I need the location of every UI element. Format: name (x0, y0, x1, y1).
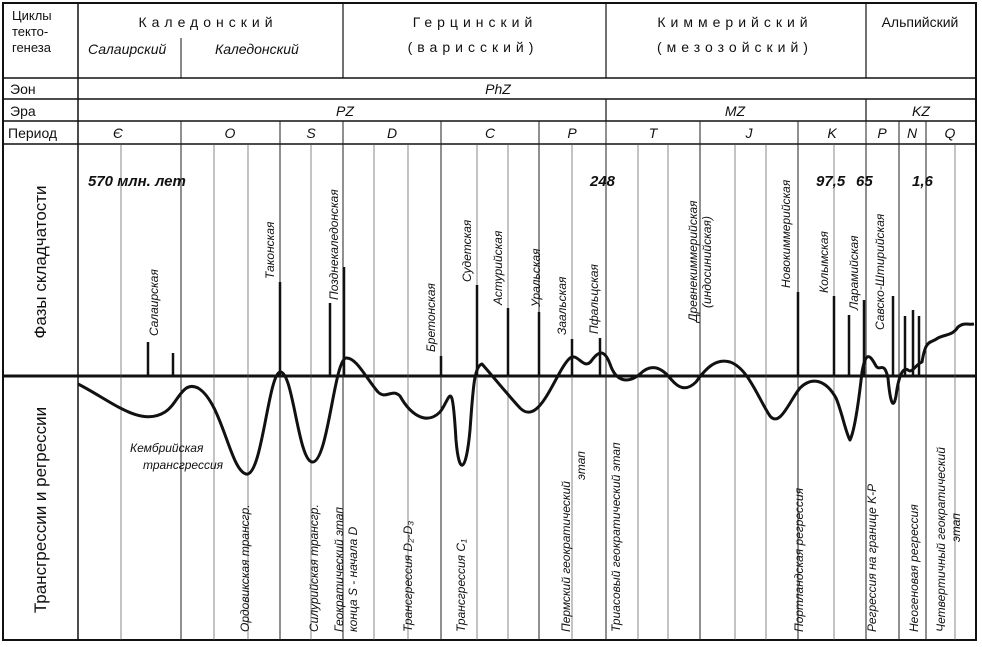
folding-section-label: Фазы складчатости (31, 185, 50, 339)
phase-laramide: Ларамийская (847, 235, 861, 310)
age-248: 248 (590, 173, 616, 190)
age-1-6: 1,6 (912, 173, 933, 190)
era-kz: KZ (912, 103, 930, 119)
phase-taconic: Таконская (263, 221, 277, 279)
cycles-label-3: генеза (12, 40, 51, 55)
period-quaternary: Q (944, 125, 956, 141)
cycle-alpine: Альпийский (881, 14, 959, 30)
cycle-cimmerian: Киммерийский (657, 14, 813, 30)
event-carboniferous-trans: Трансгрессия C₁ (454, 539, 468, 632)
event-geocratic-sd-2: конца S - начала D (346, 526, 360, 632)
cycle-hercynian-sub: (варисский) (407, 39, 539, 55)
cycle-cimmerian-sub: (мезозойский) (657, 39, 813, 55)
phase-indosinian: (индосинийская) (700, 216, 714, 308)
period-silurian: S (306, 125, 316, 141)
era-mz: MZ (724, 103, 746, 119)
period-cambrian: Є (113, 125, 123, 141)
event-geocratic-sd-1: Геократический этап (332, 506, 346, 632)
phase-salair: Салаирская (147, 269, 161, 336)
phase-uralian: Уральская (529, 248, 543, 307)
event-kp-regression: Регрессия на границе K-P (865, 483, 879, 632)
eon-phz: PhZ (485, 81, 511, 97)
phase-sava-styrian: Савско-Штирийская (873, 213, 887, 330)
phase-kolyma: Колымская (817, 231, 831, 293)
cycle-hercynian: Герцинский (412, 14, 538, 30)
event-quaternary-1: Четвертичный геократический (934, 447, 948, 632)
era-label: Эра (10, 103, 36, 119)
cycle-caledonian: Каледонский (138, 14, 278, 30)
event-permian-2: этап (574, 451, 588, 480)
event-portlandian: Портландская регрессия (792, 487, 806, 632)
period-cretaceous: K (827, 125, 837, 141)
phase-pfalzian: Пфальцская (587, 264, 601, 334)
transgression-curve (78, 324, 974, 474)
era-pz: PZ (336, 103, 354, 119)
phase-bretonian: Бретонская (424, 283, 438, 352)
cycles-label-1: Циклы (12, 8, 52, 23)
phase-old-cimmerian: Древнекиммерийская (686, 200, 700, 322)
phase-saalian: Заальская (555, 276, 569, 335)
period-triassic: T (648, 125, 658, 141)
age-97-5: 97,5 (816, 173, 846, 190)
subcycle-salair: Салаирский (88, 41, 167, 57)
event-quaternary-2: этап (949, 513, 963, 542)
phase-new-cimmerian: Новокиммерийская (779, 179, 793, 288)
period-paleogene: P (877, 125, 887, 141)
period-carboniferous: C (484, 125, 496, 141)
eon-label: Эон (10, 81, 36, 97)
age-65: 65 (856, 173, 873, 190)
subcycle-caledonian: Каледонский (215, 41, 299, 57)
period-ordovician: O (224, 125, 236, 141)
event-permian-1: Пермский геократический (559, 481, 573, 632)
phase-late-caledonian: Позднекаледонская (327, 189, 341, 300)
event-devonian-trans: Трансгрессия D₂-D₃ (401, 520, 415, 632)
cycles-label-2: текто- (12, 24, 49, 39)
period-label: Период (8, 125, 58, 141)
transgression-section-label: Трансгрессии и регрессии (31, 406, 50, 614)
event-neogene: Неогеновая регрессия (907, 504, 921, 632)
period-devonian: D (386, 125, 398, 141)
event-cambrian-1: Кембрийская (130, 441, 204, 455)
event-ordovician: Ордовикская трансгр. (238, 504, 252, 632)
phase-asturian: Астурийская (491, 230, 505, 305)
phase-sudetic: Судетская (460, 219, 474, 282)
event-silurian: Силурийская трансгр. (307, 504, 321, 632)
period-permian: P (567, 125, 577, 141)
period-jurassic: J (745, 125, 753, 141)
period-neogene: N (906, 125, 918, 141)
event-triassic: Триасовый геократический этап (609, 442, 623, 632)
event-cambrian-2: трансгрессия (143, 458, 224, 472)
age-570: 570 млн. лет (88, 173, 186, 190)
